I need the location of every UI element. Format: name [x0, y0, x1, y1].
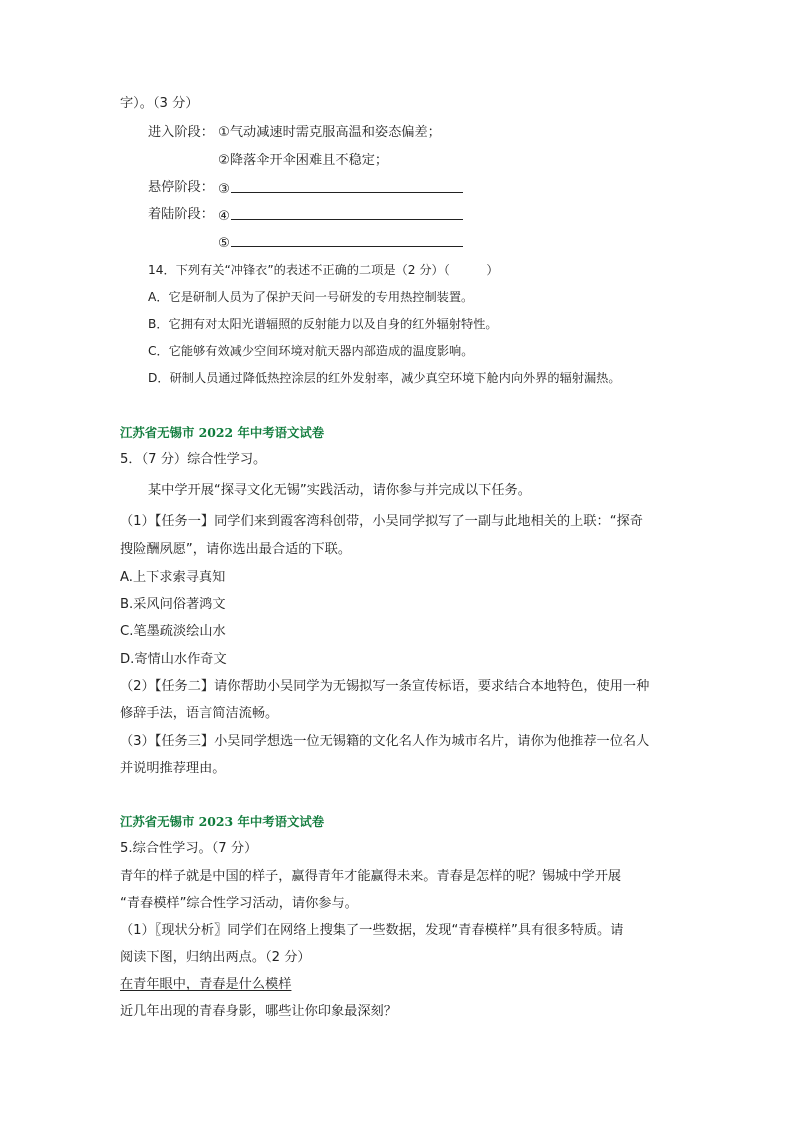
entry-stage-item-1: ①气动减速时需克服高温和姿态偏差；: [218, 125, 441, 140]
q5-2022-title: 5．（7 分）综合性学习。: [120, 452, 267, 467]
extra-answer[interactable]: [218, 233, 463, 253]
q5-2022-option-b: B.采风问俗著鸿文: [120, 597, 226, 612]
answer-blank[interactable]: [231, 233, 463, 247]
q14-option-d: D．研制人员通过降低热控涂层的红外发射率，减少真空环境下舱内向外界的辐射漏热。: [148, 371, 621, 385]
q5-2022-option-a: A.上下求索寻真知: [120, 570, 226, 585]
q5-2022-intro: 某中学开展“探寻文化无锡”实践活动，请你参与并完成以下任务。: [148, 483, 531, 498]
q5-2022-task2-line1: （2）【任务二】请你帮助小吴同学为无锡拟写一条宣传标语，要求结合本地特色，使用一种: [120, 679, 650, 694]
hover-stage-mark: ③: [218, 182, 230, 197]
q14-option-a: A．它是研制人员为了保护天问一号研发的专用热控制装置。: [148, 290, 474, 304]
question-14-stem: 14．下列有关“冲锋衣”的表述不正确的二项是（2 分）（ ）: [148, 263, 499, 277]
hover-stage-answer[interactable]: [218, 179, 463, 199]
extra-mark: ⑤: [218, 236, 230, 251]
q5-2022-task3-line2: 并说明推荐理由。: [120, 761, 226, 776]
figure-question: 近几年出现的青春身影，哪些让你印象最深刻？: [120, 1004, 397, 1019]
q14-option-b: B．它拥有对太阳光谱辐照的反射能力以及自身的红外辐射特性。: [148, 317, 498, 331]
q5-2023-intro-line1: 青年的样子就是中国的样子，赢得青年才能赢得未来。青春是怎样的呢？锡城中学开展: [120, 869, 622, 884]
q5-2022-option-d: D.寄情山水作奇文: [120, 652, 227, 667]
entry-stage-label: 进入阶段：: [148, 125, 214, 140]
q5-2022-option-c: C.笔墨疏淡绘山水: [120, 624, 226, 639]
q5-2022-task3-line1: （3）【任务三】小吴同学想选一位无锡籍的文化名人作为城市名片，请你为他推荐一位名人: [120, 734, 650, 749]
section-heading-2023: 江苏省无锡市 2023 年中考语文试卷: [120, 814, 325, 829]
entry-stage-item-2: ②降落伞开伞困难且不稳定；: [218, 153, 389, 168]
answer-blank[interactable]: [231, 179, 463, 193]
q5-2022-task2-line2: 修辞手法，语言简洁流畅。: [120, 706, 279, 721]
landing-stage-answer[interactable]: [218, 206, 463, 226]
hover-stage-label: 悬停阶段：: [148, 180, 214, 195]
q5-2023-task1-line2: 阅读下图，归纳出两点。（2 分）: [120, 950, 311, 965]
landing-stage-mark: ④: [218, 209, 230, 224]
figure-title: 在青年眼中，青春是什么模样: [120, 977, 292, 992]
q5-2023-intro-line2: “青春模样”综合性学习活动，请你参与。: [120, 896, 358, 911]
q5-2023-title: 5.综合性学习。（7 分）: [120, 841, 258, 856]
question-13-tail: 字）。（3 分）: [120, 96, 199, 111]
landing-stage-label: 着陆阶段：: [148, 207, 214, 222]
answer-blank[interactable]: [231, 206, 463, 220]
q5-2022-task1-line1: （1）【任务一】同学们来到霞客湾科创带，小吴同学拟写了一副与此地相关的上联：“探奇: [120, 514, 643, 529]
q5-2022-task1-line2: 搜险酬夙愿”，请你选出最合适的下联。: [120, 542, 352, 557]
q5-2023-task1-line1: （1）〖现状分析〗同学们在网络上搜集了一些数据，发现“青春模样”具有很多特质。请: [120, 923, 624, 938]
q14-option-c: C．它能够有效减少空间环境对航天器内部造成的温度影响。: [148, 344, 474, 358]
section-heading-2022: 江苏省无锡市 2022 年中考语文试卷: [120, 425, 325, 440]
